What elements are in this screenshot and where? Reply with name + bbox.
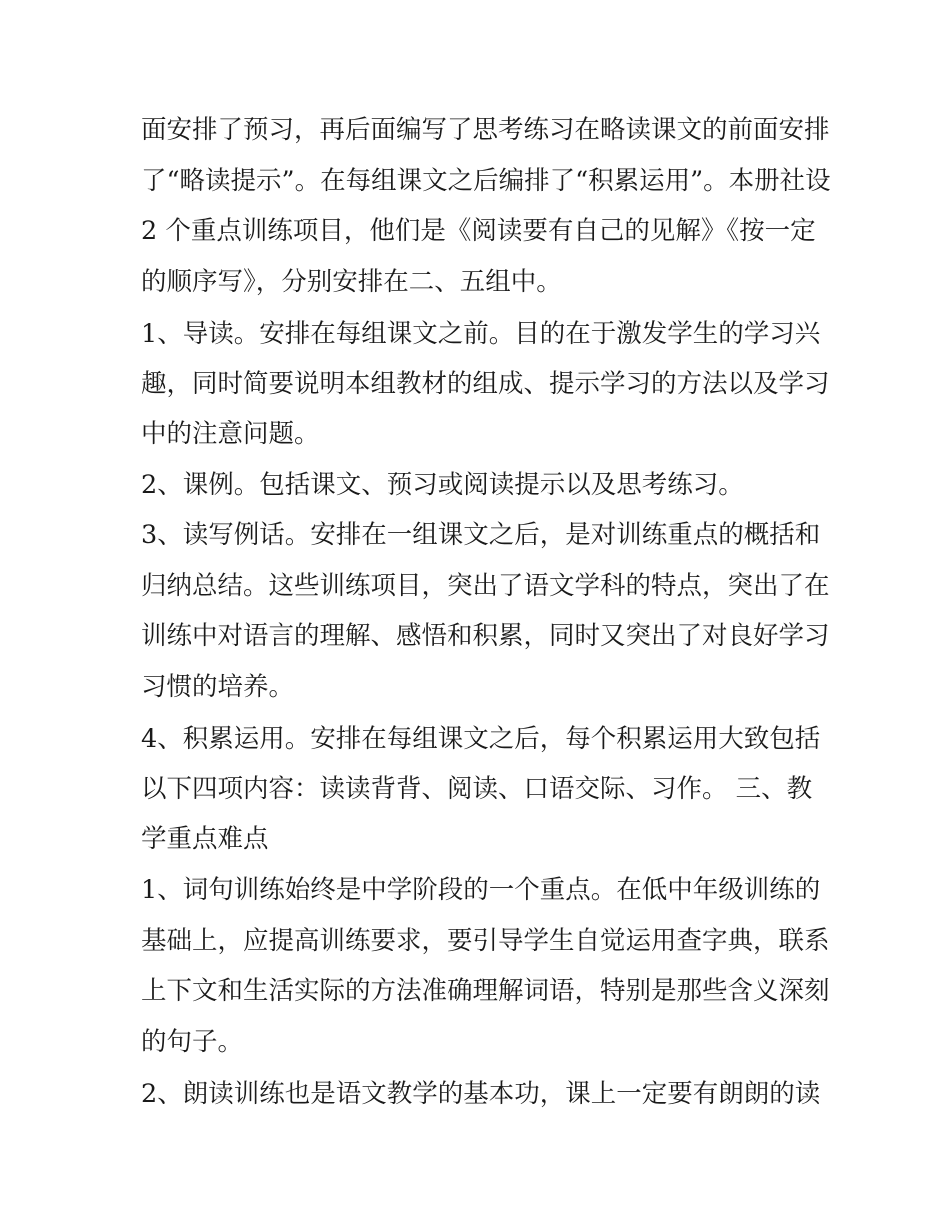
text-line: 的顺序写》，分别安排在二、五组中。 [141,267,562,297]
text-line: 4、积累运用。安排在每组课文之后，每个积累运用大致包括 [141,724,821,754]
text-line: 2、课例。包括课文、预习或阅读提示以及思考练习。 [141,470,744,500]
text-line: 2、朗读训练也是语文教学的基本功，课上一定要有朗朗的读 [141,1079,821,1109]
text-line: 中的注意问题。 [141,419,320,449]
text-line: 3、读写例话。安排在一组课文之后，是对训练重点的概括和 [141,520,821,550]
text-line: 2 个重点训练项目，他们是《阅读要有自己的见解》《按一定 [141,216,816,246]
text-line: 1、导读。安排在每组课文之前。目的在于激发学生的学习兴 [141,319,821,349]
text-line: 趣，同时简要说明本组教材的组成、提示学习的方法以及学习 [141,369,830,399]
text-line: 以下四项内容：读读背背、阅读、口语交际、习作。 三、教 [141,774,813,804]
text-line: 1、词句训练始终是中学阶段的一个重点。在低中年级训练的 [141,875,821,905]
text-line: 学重点难点 [141,824,269,854]
text-line: 的句子。 [141,1027,244,1057]
text-line: 习惯的培养。 [141,672,295,702]
text-line: 上下文和生活实际的方法准确理解词语，特别是那些含义深刻 [141,976,830,1006]
text-line: 训练中对语言的理解、感悟和积累，同时又突出了对良好学习 [141,621,830,651]
text-line: 面安排了预习，再后面编写了思考练习在略读课文的前面安排 [141,115,830,145]
text-line: 基础上，应提高训练要求，要引导学生自觉运用查字典，联系 [141,926,830,956]
text-line: 了“略读提示”。在每组课文之后编排了“积累运用”。本册社设 [141,166,831,196]
text-line: 归纳总结。这些训练项目，突出了语文学科的特点，突出了在 [141,571,830,601]
